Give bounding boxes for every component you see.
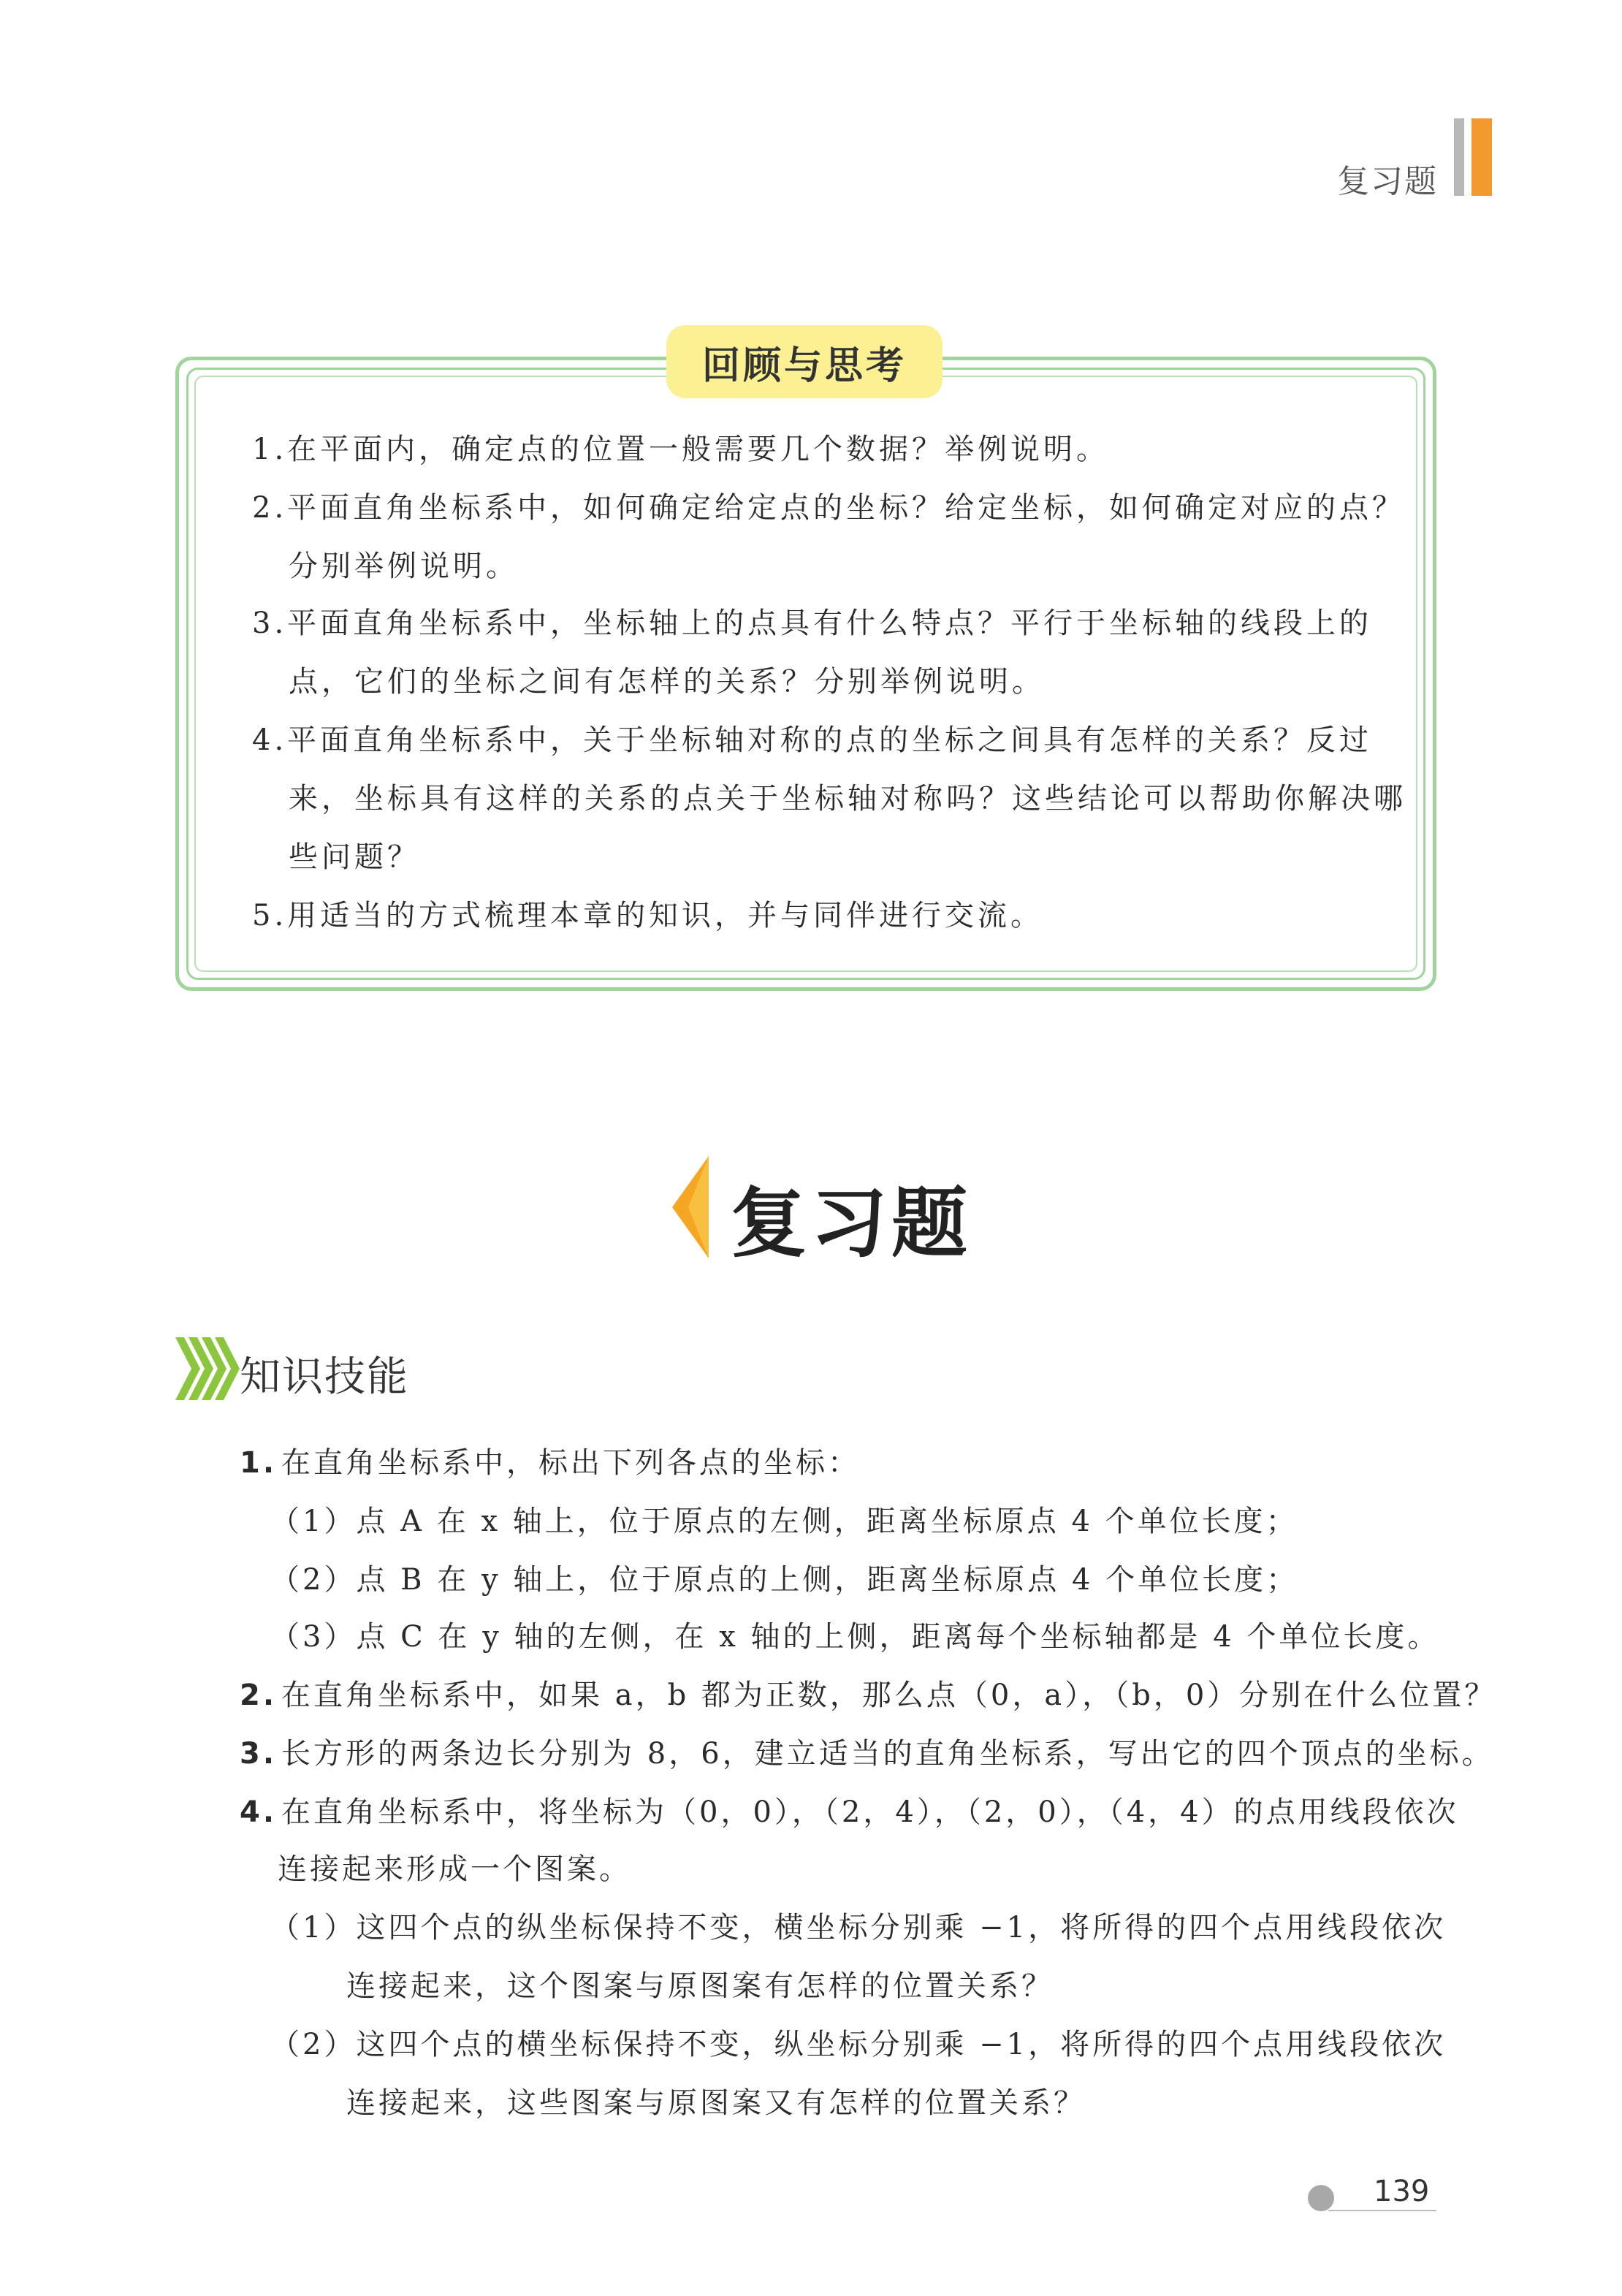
exercise-1-sub-1: （1）点 A 在 x 轴上，位于原点的左侧，距离坐标原点 4 个单位长度；	[270, 1505, 1298, 1538]
review-question-4-cont: 来，坐标具有这样的关系的点关于坐标轴对称吗？这些结论可以帮助你解决哪	[289, 782, 1406, 816]
exercise-4-cont: 连接起来形成一个图案。	[278, 1852, 631, 1886]
review-question-2-cont: 分别举例说明。	[289, 550, 519, 583]
exercise-4: 4. 在直角坐标系中，将坐标为（0，0），（2，4），（2，0），（4，4）的点用线段依次	[240, 1795, 1459, 1829]
review-question-1: 1.在平面内，确定点的位置一般需要几个数据？举例说明。	[252, 433, 1109, 466]
exercise-1-sub-2: （2）点 B 在 y 轴上，位于原点的上侧，距离坐标原点 4 个单位长度；	[270, 1563, 1299, 1597]
exercise-3: 3. 长方形的两条边长分别为 8，6，建立适当的直角坐标系，写出它的四个顶点的坐标。	[240, 1737, 1494, 1771]
review-question-4-cont2: 些问题？	[289, 840, 420, 874]
review-question-4: 4.平面直角坐标系中，关于坐标轴对称的点的坐标之间具有怎样的关系？反过	[252, 723, 1372, 757]
exercise-4-sub-2-cont: 连接起来，这些图案与原图案又有怎样的位置关系？	[346, 2086, 1086, 2120]
page-number: 139	[1374, 2175, 1430, 2208]
exercise-2: 2. 在直角坐标系中，如果 a，b 都为正数，那么点（0，a），（b，0）分别在什么位置？	[240, 1679, 1497, 1712]
exercise-1: 1. 在直角坐标系中，标出下列各点的坐标：	[240, 1446, 861, 1480]
exercise-4-sub-2: （2）这四个点的横坐标保持不变，纵坐标分别乘 −1，将所得的四个点用线段依次	[270, 2028, 1447, 2061]
exercise-4-sub-1-cont: 连接起来，这个图案与原图案有怎样的位置关系？	[346, 1969, 1054, 2003]
review-question-3: 3.平面直角坐标系中，坐标轴上的点具有什么特点？平行于坐标轴的线段上的	[252, 607, 1372, 640]
review-label: 回顾与思考	[666, 325, 943, 398]
header-gray-bar	[1454, 118, 1464, 196]
page-number-dot-icon	[1308, 2185, 1334, 2211]
review-question-2: 2.平面直角坐标系中，如何确定给定点的坐标？给定坐标，如何确定对应的点？	[252, 491, 1405, 525]
section-title: 知识技能	[240, 1353, 409, 1401]
exercise-1-sub-3: （3）点 C 在 y 轴的左侧，在 x 轴的上侧，距离每个坐标轴都是 4 个单位长度。	[270, 1620, 1440, 1654]
title-arrow-icon	[672, 1156, 709, 1258]
review-question-3-cont: 点，它们的坐标之间有怎样的关系？分别举例说明。	[289, 665, 1045, 699]
exercise-4-sub-1: （1）这四个点的纵坐标保持不变，横坐标分别乘 −1，将所得的四个点用线段依次	[270, 1911, 1447, 1945]
page-number-rule	[1328, 2210, 1436, 2211]
main-title: 复习题	[731, 1178, 972, 1268]
running-header-title: 复习题	[1337, 163, 1438, 200]
review-question-5: 5.用适当的方式梳理本章的知识，并与同伴进行交流。	[252, 899, 1043, 932]
section-chevron-icon	[175, 1337, 240, 1400]
header-orange-bar	[1471, 118, 1492, 196]
